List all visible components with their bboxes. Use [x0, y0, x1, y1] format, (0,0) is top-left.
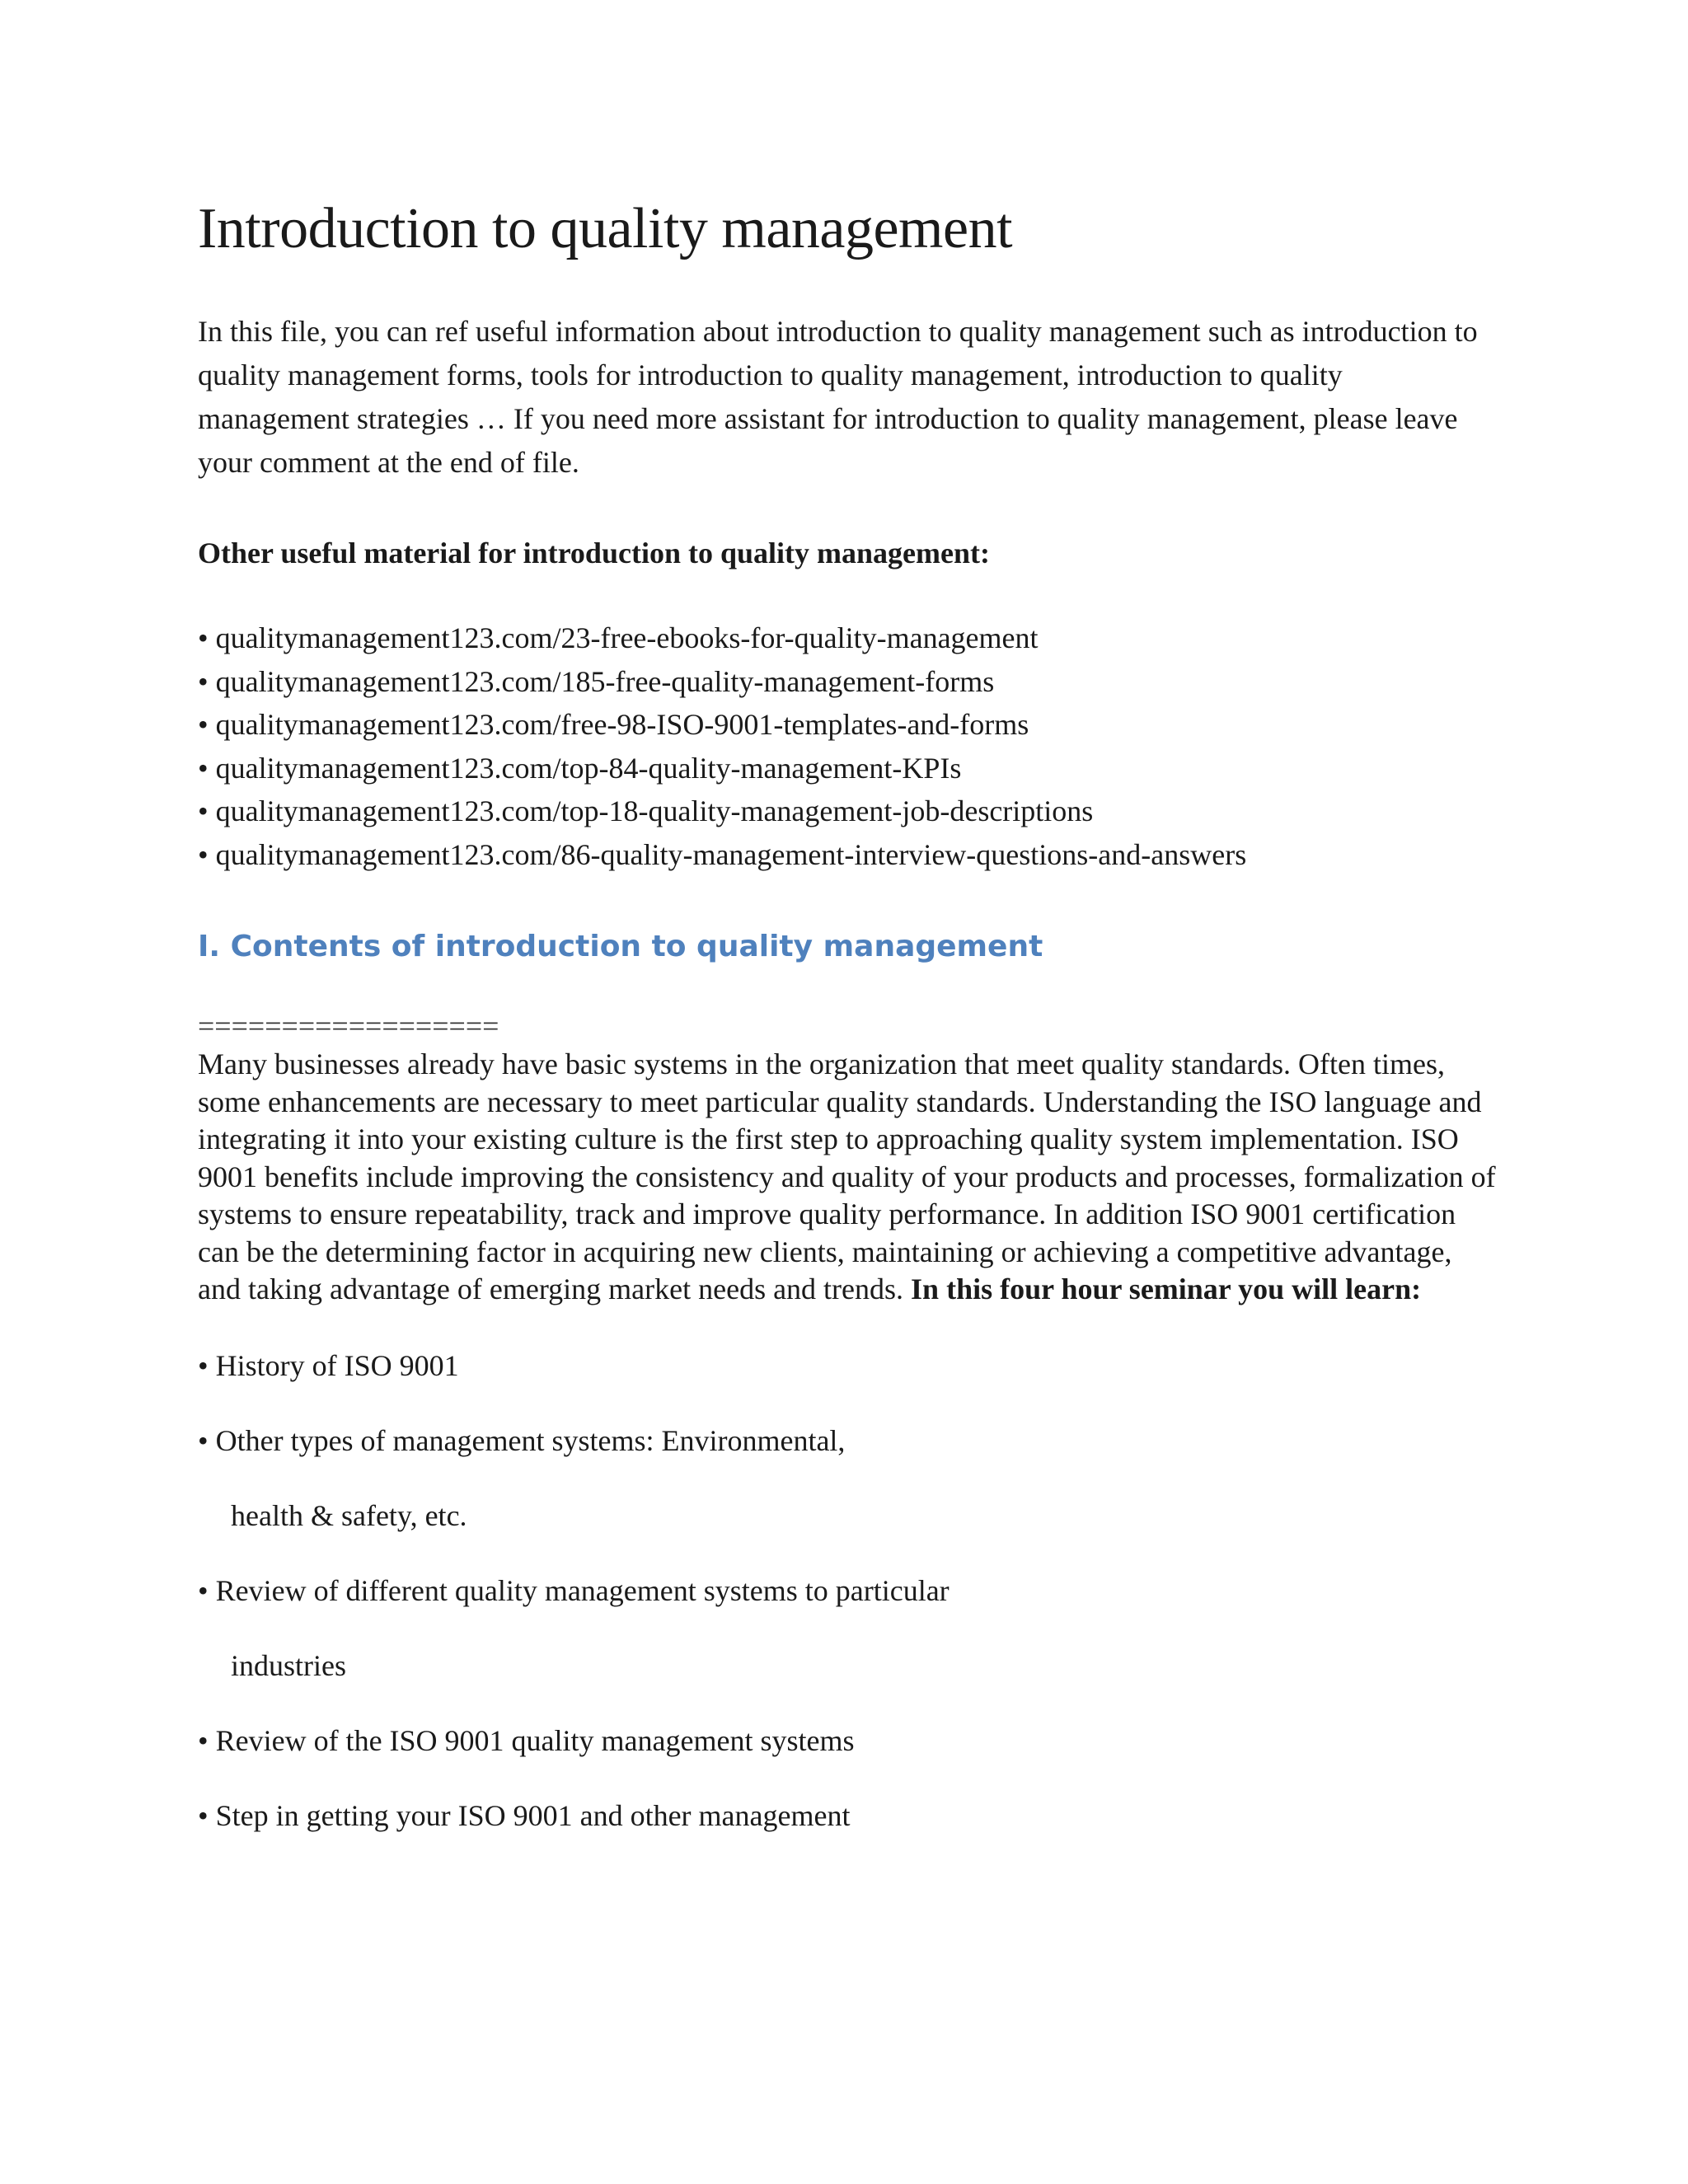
link-item: • qualitymanagement123.com/23-free-ebooks-for-quality-management — [198, 621, 1039, 654]
seminar-item-continuation: industries — [231, 1648, 346, 1682]
intro-section — [198, 310, 1500, 485]
link-item: • qualitymanagement123.com/top-18-quality-management-job-descriptions — [198, 794, 1094, 827]
body-text: Many businesses already have basic systems in the organization that meet quality standards. Often times, some enhancements are necessary to meet particular quality standards. Understanding the ISO language and integrating it into your existing culture is the first step to approaching quality system implementation. ISO 9001 benefits include improving the consistency and quality of your products and processes, formalization of systems to ensure repeatability, track and improve quality performance. In addition ISO 9001 certification can be the determining factor in acquiring new clients, maintaining or achieving a competitive advantage, and taking advantage of emerging market needs and trends. — [198, 1047, 1496, 1305]
other-material-heading: Other useful material for introduction to quality management: — [198, 537, 990, 569]
document-title: Introduction to quality management — [198, 197, 1013, 260]
seminar-item: • Review of the ISO 9001 quality management systems — [198, 1723, 855, 1757]
document-page — [198, 191, 1500, 1854]
link-item: • qualitymanagement123.com/185-free-quality-management-forms — [198, 664, 995, 698]
link-list — [198, 616, 1500, 876]
link-item: • qualitymanagement123.com/86-quality-management-interview-questions-and-answers — [198, 837, 1247, 871]
section-heading: I. Contents of introduction to quality management — [198, 930, 1043, 963]
link-item: • qualitymanagement123.com/top-84-quality-management-KPIs — [198, 751, 962, 785]
intro-paragraph: In this file, you can ref useful information about introduction to quality management such as introduction to quality management forms, tools for introduction to quality management, introduction to quality management strategies … If you need more assistant for introduction to quality management, please leave your comment at the end of file. — [198, 315, 1478, 479]
separator-line: ================== — [198, 1010, 499, 1043]
seminar-item-continuation: health & safety, etc. — [231, 1498, 467, 1532]
seminar-item: • Review of different quality management systems to particular — [198, 1573, 950, 1607]
body-bold-text: In this four hour seminar you will learn: — [911, 1272, 1422, 1305]
link-item: • qualitymanagement123.com/free-98-ISO-9001-templates-and-forms — [198, 708, 1029, 741]
seminar-item: • Other types of management systems: Environmental, — [198, 1423, 846, 1457]
body-paragraph — [198, 1046, 1500, 1309]
seminar-item: • Step in getting your ISO 9001 and other management — [198, 1798, 851, 1832]
seminar-item: • History of ISO 9001 — [198, 1348, 459, 1382]
seminar-list — [198, 1329, 1500, 1854]
